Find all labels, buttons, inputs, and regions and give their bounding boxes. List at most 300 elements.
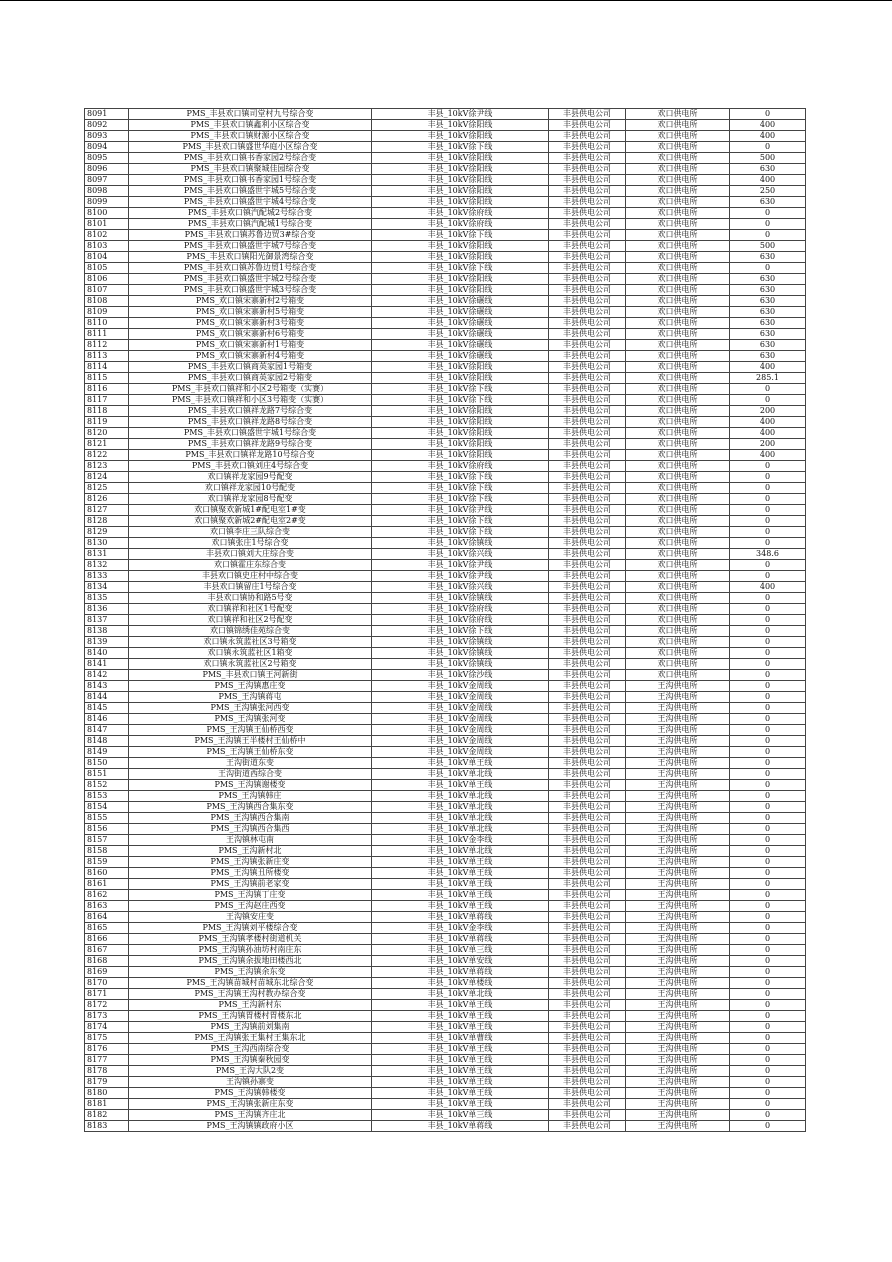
supply-station-cell: 欢口供电所 — [626, 670, 730, 681]
station-name-cell: PMS_王沟镇张河变 — [129, 714, 372, 725]
supply-station-cell: 欢口供电所 — [626, 274, 730, 285]
feeder-line-cell: 丰县_10kV徐碾线 — [372, 318, 549, 329]
feeder-line-cell: 丰县_10kV徐下线 — [372, 472, 549, 483]
row-id-cell: 8130 — [85, 538, 129, 549]
table-row — [85, 1022, 806, 1033]
feeder-line-cell: 丰县_10kV徐尹线 — [372, 571, 549, 582]
capacity-cell: 630 — [730, 296, 806, 307]
company-cell: 丰县供电公司 — [549, 1011, 626, 1022]
company-cell: 丰县供电公司 — [549, 659, 626, 670]
station-name-cell: PMS_丰县欢口镇祥龙路8号综合变 — [129, 417, 372, 428]
row-id-cell: 8146 — [85, 714, 129, 725]
feeder-line-cell: 丰县_10kV单北线 — [372, 813, 549, 824]
row-id-cell: 8115 — [85, 373, 129, 384]
feeder-line-cell: 丰县_10kV徐尹线 — [372, 109, 549, 120]
row-id-cell: 8180 — [85, 1088, 129, 1099]
feeder-line-cell: 丰县_10kV徐阳线 — [372, 450, 549, 461]
supply-station-cell: 欢口供电所 — [626, 538, 730, 549]
table-row — [85, 142, 806, 153]
company-cell: 丰县供电公司 — [549, 1077, 626, 1088]
row-id-cell: 8182 — [85, 1110, 129, 1121]
supply-station-cell: 欢口供电所 — [626, 450, 730, 461]
row-id-cell: 8101 — [85, 219, 129, 230]
supply-station-cell: 欢口供电所 — [626, 340, 730, 351]
row-id-cell: 8135 — [85, 593, 129, 604]
capacity-cell: 630 — [730, 340, 806, 351]
company-cell: 丰县供电公司 — [549, 835, 626, 846]
capacity-cell: 0 — [730, 912, 806, 923]
company-cell: 丰县供电公司 — [549, 1088, 626, 1099]
feeder-line-cell: 丰县_10kV单北线 — [372, 824, 549, 835]
station-name-cell: 欢口镇祥龙家园8号配变 — [129, 494, 372, 505]
row-id-cell: 8109 — [85, 307, 129, 318]
row-id-cell: 8110 — [85, 318, 129, 329]
capacity-cell: 0 — [730, 1000, 806, 1011]
feeder-line-cell: 丰县_10kV单安线 — [372, 956, 549, 967]
company-cell: 丰县供电公司 — [549, 1044, 626, 1055]
capacity-cell: 0 — [730, 890, 806, 901]
supply-station-cell: 王沟供电所 — [626, 912, 730, 923]
supply-station-cell: 欢口供电所 — [626, 549, 730, 560]
table-row — [85, 307, 806, 318]
feeder-line-cell: 丰县_10kV徐下线 — [372, 494, 549, 505]
table-body — [85, 109, 806, 1132]
feeder-line-cell: 丰县_10kV金周线 — [372, 714, 549, 725]
capacity-cell: 0 — [730, 1121, 806, 1132]
station-name-cell: PMS_欢口镇宋寨新村2号箱变 — [129, 296, 372, 307]
row-id-cell: 8122 — [85, 450, 129, 461]
station-name-cell: PMS_王沟镇镇政府小区 — [129, 1121, 372, 1132]
table-row — [85, 835, 806, 846]
feeder-line-cell: 丰县_10kV徐碾线 — [372, 296, 549, 307]
company-cell: 丰县供电公司 — [549, 439, 626, 450]
row-id-cell: 8152 — [85, 780, 129, 791]
company-cell: 丰县供电公司 — [549, 1110, 626, 1121]
feeder-line-cell: 丰县_10kV金李线 — [372, 835, 549, 846]
company-cell: 丰县供电公司 — [549, 615, 626, 626]
table-row — [85, 109, 806, 120]
supply-station-cell: 欢口供电所 — [626, 395, 730, 406]
station-name-cell: PMS_王沟镇西合集西 — [129, 824, 372, 835]
capacity-cell: 285.1 — [730, 373, 806, 384]
supply-station-cell: 王沟供电所 — [626, 769, 730, 780]
table-row — [85, 252, 806, 263]
feeder-line-cell: 丰县_10kV徐下线 — [372, 263, 549, 274]
row-id-cell: 8178 — [85, 1066, 129, 1077]
capacity-cell: 0 — [730, 395, 806, 406]
feeder-line-cell: 丰县_10kV单王线 — [372, 1099, 549, 1110]
feeder-line-cell: 丰县_10kV单王线 — [372, 1022, 549, 1033]
row-id-cell: 8105 — [85, 263, 129, 274]
table-row — [85, 296, 806, 307]
table-row — [85, 538, 806, 549]
station-name-cell: PMS_欢口镇宋寨新村5号箱变 — [129, 307, 372, 318]
row-id-cell: 8106 — [85, 274, 129, 285]
company-cell: 丰县供电公司 — [549, 450, 626, 461]
station-name-cell: PMS_欢口镇宋寨新村4号箱变 — [129, 351, 372, 362]
company-cell: 丰县供电公司 — [549, 274, 626, 285]
table-row — [85, 230, 806, 241]
station-name-cell: PMS_丰县欢口镇祥龙路7号综合变 — [129, 406, 372, 417]
feeder-line-cell: 丰县_10kV徐碾线 — [372, 307, 549, 318]
supply-station-cell: 欢口供电所 — [626, 461, 730, 472]
capacity-cell: 630 — [730, 164, 806, 175]
table-row — [85, 1121, 806, 1132]
station-name-cell: PMS_丰县欢口镇苏鲁边贸3#综合变 — [129, 230, 372, 241]
capacity-cell: 0 — [730, 835, 806, 846]
company-cell: 丰县供电公司 — [549, 725, 626, 736]
table-row — [85, 241, 806, 252]
table-row — [85, 164, 806, 175]
row-id-cell: 8163 — [85, 901, 129, 912]
supply-station-cell: 王沟供电所 — [626, 1011, 730, 1022]
supply-station-cell: 欢口供电所 — [626, 329, 730, 340]
feeder-line-cell: 丰县_10kV单王线 — [372, 868, 549, 879]
company-cell: 丰县供电公司 — [549, 989, 626, 1000]
capacity-cell: 400 — [730, 450, 806, 461]
table-row — [85, 868, 806, 879]
row-id-cell: 8108 — [85, 296, 129, 307]
station-name-cell: PMS_王沟镇张王集村王集东北 — [129, 1033, 372, 1044]
feeder-line-cell: 丰县_10kV徐尹线 — [372, 560, 549, 571]
capacity-cell: 0 — [730, 802, 806, 813]
company-cell: 丰县供电公司 — [549, 384, 626, 395]
feeder-line-cell: 丰县_10kV徐镇线 — [372, 637, 549, 648]
company-cell: 丰县供电公司 — [549, 1033, 626, 1044]
station-name-cell: PMS_王沟镇西合集东变 — [129, 802, 372, 813]
table-row — [85, 318, 806, 329]
company-cell: 丰县供电公司 — [549, 1055, 626, 1066]
capacity-cell: 0 — [730, 703, 806, 714]
table-row — [85, 890, 806, 901]
feeder-line-cell: 丰县_10kV单王线 — [372, 1044, 549, 1055]
feeder-line-cell: 丰县_10kV单王线 — [372, 1000, 549, 1011]
capacity-cell: 0 — [730, 142, 806, 153]
company-cell: 丰县供电公司 — [549, 593, 626, 604]
capacity-cell: 630 — [730, 252, 806, 263]
feeder-line-cell: 丰县_10kV单王线 — [372, 1066, 549, 1077]
row-id-cell: 8141 — [85, 659, 129, 670]
feeder-line-cell: 丰县_10kV徐下线 — [372, 384, 549, 395]
table-row — [85, 989, 806, 1000]
supply-station-cell: 王沟供电所 — [626, 934, 730, 945]
feeder-line-cell: 丰县_10kV单蒋线 — [372, 1121, 549, 1132]
station-name-cell: PMS_丰县欢口镇汽配城2号综合变 — [129, 208, 372, 219]
row-id-cell: 8134 — [85, 582, 129, 593]
capacity-cell: 0 — [730, 384, 806, 395]
capacity-cell: 0 — [730, 791, 806, 802]
table-row — [85, 340, 806, 351]
feeder-line-cell: 丰县_10kV金周线 — [372, 747, 549, 758]
table-row — [85, 604, 806, 615]
feeder-line-cell: 丰县_10kV单曹线 — [372, 1033, 549, 1044]
capacity-cell: 0 — [730, 505, 806, 516]
capacity-cell: 400 — [730, 582, 806, 593]
table-row — [85, 1066, 806, 1077]
capacity-cell: 0 — [730, 109, 806, 120]
table-row — [85, 681, 806, 692]
table-row — [85, 593, 806, 604]
row-id-cell: 8132 — [85, 560, 129, 571]
capacity-cell: 0 — [730, 219, 806, 230]
capacity-cell: 0 — [730, 648, 806, 659]
table-row — [85, 1055, 806, 1066]
feeder-line-cell: 丰县_10kV单北线 — [372, 769, 549, 780]
row-id-cell: 8143 — [85, 681, 129, 692]
table-row — [85, 1110, 806, 1121]
row-id-cell: 8099 — [85, 197, 129, 208]
capacity-cell: 0 — [730, 945, 806, 956]
supply-station-cell: 欢口供电所 — [626, 373, 730, 384]
supply-station-cell: 王沟供电所 — [626, 1066, 730, 1077]
company-cell: 丰县供电公司 — [549, 296, 626, 307]
capacity-cell: 400 — [730, 362, 806, 373]
company-cell: 丰县供电公司 — [549, 571, 626, 582]
supply-station-cell: 欢口供电所 — [626, 604, 730, 615]
capacity-cell: 200 — [730, 439, 806, 450]
feeder-line-cell: 丰县_10kV单北线 — [372, 846, 549, 857]
capacity-cell: 630 — [730, 351, 806, 362]
feeder-line-cell: 丰县_10kV单王线 — [372, 901, 549, 912]
supply-station-cell: 王沟供电所 — [626, 1121, 730, 1132]
row-id-cell: 8153 — [85, 791, 129, 802]
row-id-cell: 8094 — [85, 142, 129, 153]
row-id-cell: 8116 — [85, 384, 129, 395]
supply-station-cell: 王沟供电所 — [626, 725, 730, 736]
capacity-cell: 0 — [730, 263, 806, 274]
table-row — [85, 637, 806, 648]
row-id-cell: 8124 — [85, 472, 129, 483]
table-row — [85, 285, 806, 296]
station-name-cell: 丰县欢口镇史庄村中综合变 — [129, 571, 372, 582]
table-row — [85, 670, 806, 681]
company-cell: 丰县供电公司 — [549, 131, 626, 142]
supply-station-cell: 王沟供电所 — [626, 1110, 730, 1121]
company-cell: 丰县供电公司 — [549, 901, 626, 912]
supply-station-cell: 欢口供电所 — [626, 417, 730, 428]
capacity-cell: 630 — [730, 274, 806, 285]
row-id-cell: 8111 — [85, 329, 129, 340]
row-id-cell: 8181 — [85, 1099, 129, 1110]
capacity-cell: 0 — [730, 1110, 806, 1121]
company-cell: 丰县供电公司 — [549, 461, 626, 472]
row-id-cell: 8158 — [85, 846, 129, 857]
feeder-line-cell: 丰县_10kV单楼线 — [372, 978, 549, 989]
table-row — [85, 450, 806, 461]
table-row — [85, 351, 806, 362]
capacity-cell: 0 — [730, 527, 806, 538]
row-id-cell: 8155 — [85, 813, 129, 824]
table-row — [85, 758, 806, 769]
row-id-cell: 8147 — [85, 725, 129, 736]
supply-station-cell: 欢口供电所 — [626, 648, 730, 659]
company-cell: 丰县供电公司 — [549, 197, 626, 208]
capacity-cell: 0 — [730, 637, 806, 648]
row-id-cell: 8114 — [85, 362, 129, 373]
row-id-cell: 8126 — [85, 494, 129, 505]
supply-station-cell: 王沟供电所 — [626, 956, 730, 967]
capacity-cell: 0 — [730, 670, 806, 681]
capacity-cell: 630 — [730, 285, 806, 296]
capacity-cell: 0 — [730, 1044, 806, 1055]
table-row — [85, 747, 806, 758]
supply-station-cell: 欢口供电所 — [626, 318, 730, 329]
station-name-cell: PMS_丰县欢口镇聚城佳园综合变 — [129, 164, 372, 175]
company-cell: 丰县供电公司 — [549, 351, 626, 362]
feeder-line-cell: 丰县_10kV徐镇线 — [372, 593, 549, 604]
table-row — [85, 362, 806, 373]
supply-station-cell: 欢口供电所 — [626, 637, 730, 648]
capacity-cell: 348.6 — [730, 549, 806, 560]
company-cell: 丰县供电公司 — [549, 164, 626, 175]
table-row — [85, 659, 806, 670]
table-row — [85, 428, 806, 439]
table-row — [85, 648, 806, 659]
feeder-line-cell: 丰县_10kV徐下线 — [372, 527, 549, 538]
feeder-line-cell: 丰县_10kV徐阳线 — [372, 373, 549, 384]
capacity-cell: 0 — [730, 780, 806, 791]
capacity-cell: 0 — [730, 725, 806, 736]
supply-station-cell: 王沟供电所 — [626, 714, 730, 725]
company-cell: 丰县供电公司 — [549, 604, 626, 615]
capacity-cell: 630 — [730, 318, 806, 329]
table-row — [85, 131, 806, 142]
table-row — [85, 879, 806, 890]
company-cell: 丰县供电公司 — [549, 736, 626, 747]
table-row — [85, 615, 806, 626]
company-cell: 丰县供电公司 — [549, 505, 626, 516]
table-row — [85, 692, 806, 703]
station-name-cell: PMS_王沟镇张河西变 — [129, 703, 372, 714]
supply-station-cell: 欢口供电所 — [626, 285, 730, 296]
capacity-cell: 500 — [730, 153, 806, 164]
feeder-line-cell: 丰县_10kV徐阳线 — [372, 164, 549, 175]
company-cell: 丰县供电公司 — [549, 1099, 626, 1110]
station-name-cell: 丰县欢口镇留庄1号综合变 — [129, 582, 372, 593]
row-id-cell: 8170 — [85, 978, 129, 989]
capacity-cell: 0 — [730, 989, 806, 1000]
supply-station-cell: 王沟供电所 — [626, 1055, 730, 1066]
station-name-cell: PMS_王沟镇齐庄北 — [129, 1110, 372, 1121]
station-name-cell: 欢口镇永筑蓝社区2号箱变 — [129, 659, 372, 670]
supply-station-cell: 欢口供电所 — [626, 362, 730, 373]
capacity-cell: 630 — [730, 307, 806, 318]
supply-station-cell: 王沟供电所 — [626, 791, 730, 802]
supply-station-cell: 欢口供电所 — [626, 296, 730, 307]
capacity-cell: 0 — [730, 1011, 806, 1022]
capacity-cell: 0 — [730, 1022, 806, 1033]
company-cell: 丰县供电公司 — [549, 879, 626, 890]
feeder-line-cell: 丰县_10kV徐府线 — [372, 461, 549, 472]
row-id-cell: 8097 — [85, 175, 129, 186]
station-name-cell: 欢口镇永筑蓝社区3号箱变 — [129, 637, 372, 648]
company-cell: 丰县供电公司 — [549, 472, 626, 483]
company-cell: 丰县供电公司 — [549, 934, 626, 945]
station-name-cell: PMS_丰县欢口镇鑫利小区综合变 — [129, 120, 372, 131]
company-cell: 丰县供电公司 — [549, 318, 626, 329]
station-name-cell: PMS_王沟赵庄西变 — [129, 901, 372, 912]
capacity-cell: 0 — [730, 615, 806, 626]
row-id-cell: 8156 — [85, 824, 129, 835]
station-name-cell: PMS_王沟镇韩楼变 — [129, 1088, 372, 1099]
table-row — [85, 505, 806, 516]
capacity-cell: 630 — [730, 329, 806, 340]
station-name-cell: PMS_王沟镇秦秋园变 — [129, 1055, 372, 1066]
table-row — [85, 1044, 806, 1055]
feeder-line-cell: 丰县_10kV徐阳线 — [372, 120, 549, 131]
table-row — [85, 406, 806, 417]
station-name-cell: PMS_王沟镇张新庄东变 — [129, 1099, 372, 1110]
feeder-line-cell: 丰县_10kV单北线 — [372, 791, 549, 802]
feeder-line-cell: 丰县_10kV徐阳线 — [372, 274, 549, 285]
row-id-cell: 8128 — [85, 516, 129, 527]
capacity-cell: 0 — [730, 714, 806, 725]
company-cell: 丰县供电公司 — [549, 978, 626, 989]
station-name-cell: PMS_王沟镇王仙桥西变 — [129, 725, 372, 736]
feeder-line-cell: 丰县_10kV单王线 — [372, 857, 549, 868]
station-name-cell: 欢口镇张庄1号综合变 — [129, 538, 372, 549]
company-cell: 丰县供电公司 — [549, 769, 626, 780]
capacity-cell: 0 — [730, 1088, 806, 1099]
company-cell: 丰县供电公司 — [549, 120, 626, 131]
company-cell: 丰县供电公司 — [549, 560, 626, 571]
feeder-line-cell: 丰县_10kV徐下线 — [372, 395, 549, 406]
station-name-cell: PMS_王沟新村东 — [129, 1000, 372, 1011]
table-row — [85, 802, 806, 813]
row-id-cell: 8091 — [85, 109, 129, 120]
row-id-cell: 8148 — [85, 736, 129, 747]
supply-station-cell: 王沟供电所 — [626, 747, 730, 758]
capacity-cell: 0 — [730, 769, 806, 780]
station-name-cell: 欢口镇锦绣佳苑综合变 — [129, 626, 372, 637]
table-row — [85, 329, 806, 340]
supply-station-cell: 欢口供电所 — [626, 241, 730, 252]
supply-station-cell: 欢口供电所 — [626, 120, 730, 131]
station-name-cell: PMS_王沟大队2变 — [129, 1066, 372, 1077]
station-name-cell: 王沟街道西综合变 — [129, 769, 372, 780]
feeder-line-cell: 丰县_10kV单蒋线 — [372, 967, 549, 978]
feeder-line-cell: 丰县_10kV徐碾线 — [372, 329, 549, 340]
company-cell: 丰县供电公司 — [549, 483, 626, 494]
table-row — [85, 934, 806, 945]
company-cell: 丰县供电公司 — [549, 219, 626, 230]
row-id-cell: 8177 — [85, 1055, 129, 1066]
capacity-cell: 0 — [730, 813, 806, 824]
station-name-cell: PMS_丰县欢口镇商英家园2号箱变 — [129, 373, 372, 384]
company-cell: 丰县供电公司 — [549, 945, 626, 956]
row-id-cell: 8137 — [85, 615, 129, 626]
row-id-cell: 8131 — [85, 549, 129, 560]
capacity-cell: 0 — [730, 560, 806, 571]
row-id-cell: 8183 — [85, 1121, 129, 1132]
capacity-cell: 0 — [730, 956, 806, 967]
table-row — [85, 395, 806, 406]
capacity-cell: 0 — [730, 1033, 806, 1044]
supply-station-cell: 欢口供电所 — [626, 219, 730, 230]
company-cell: 丰县供电公司 — [549, 758, 626, 769]
supply-station-cell: 王沟供电所 — [626, 1000, 730, 1011]
station-name-cell: 王沟镇孙寨变 — [129, 1077, 372, 1088]
table-row — [85, 1000, 806, 1011]
feeder-line-cell: 丰县_10kV单王线 — [372, 758, 549, 769]
station-name-cell: PMS_丰县欢口镇盛世宇城2号综合变 — [129, 274, 372, 285]
table-row — [85, 1033, 806, 1044]
feeder-line-cell: 丰县_10kV徐阳线 — [372, 153, 549, 164]
company-cell: 丰县供电公司 — [549, 824, 626, 835]
feeder-line-cell: 丰县_10kV徐镇线 — [372, 659, 549, 670]
capacity-cell: 0 — [730, 824, 806, 835]
capacity-cell: 400 — [730, 131, 806, 142]
